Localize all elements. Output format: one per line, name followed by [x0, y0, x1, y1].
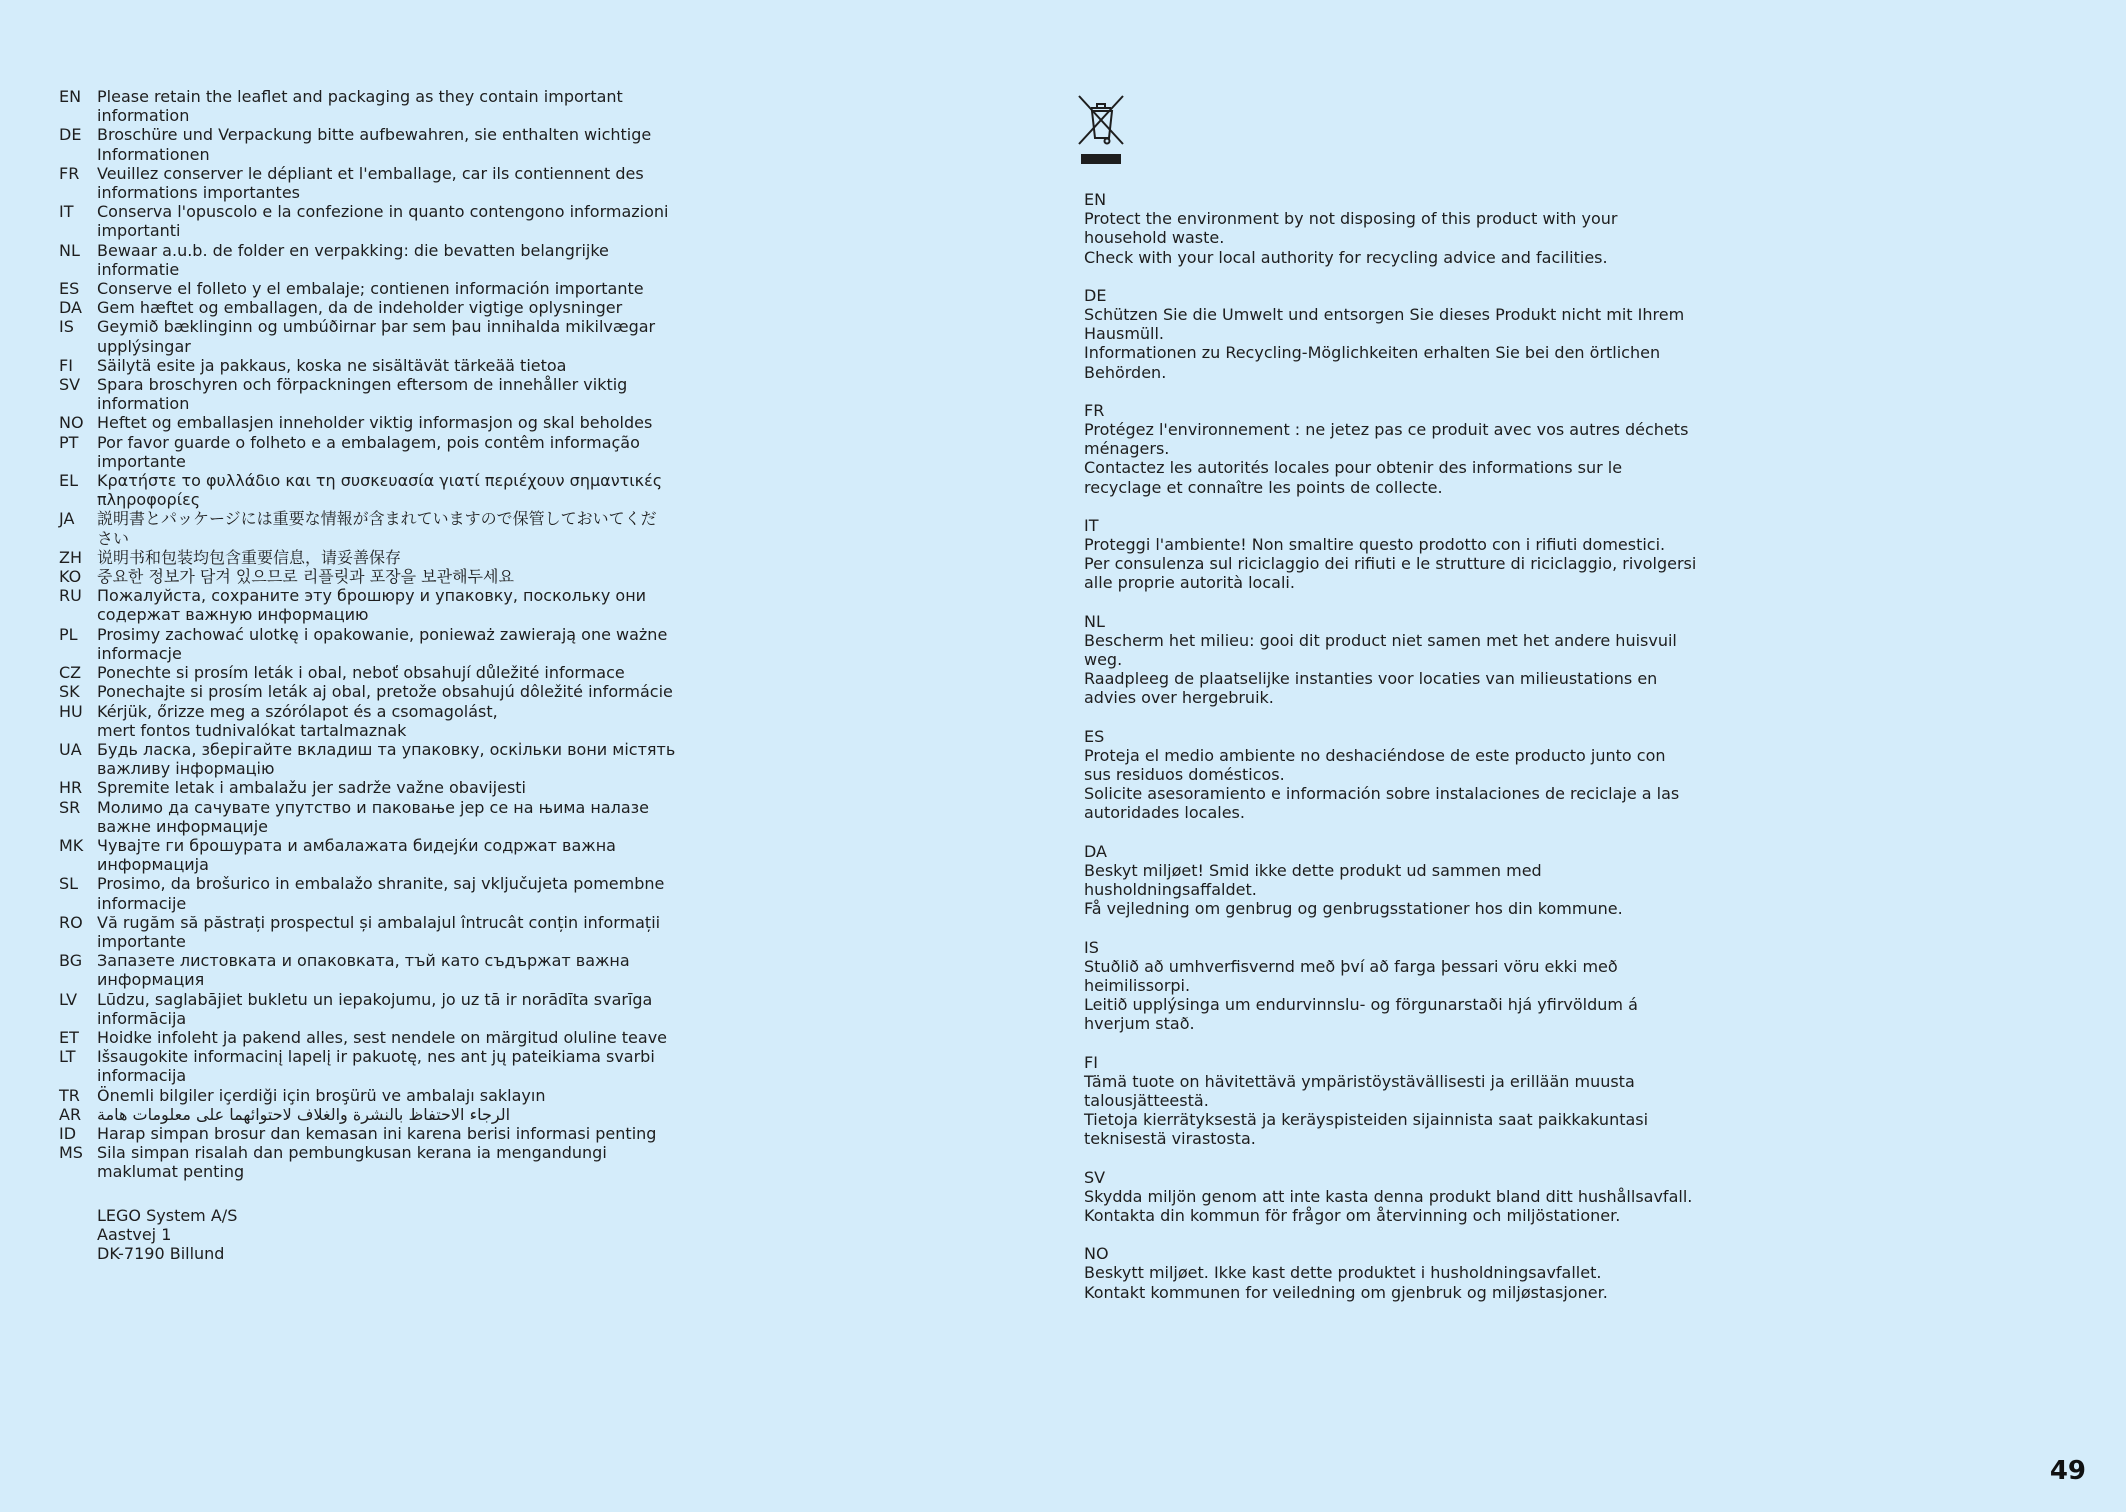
language-code: BG	[59, 951, 83, 971]
language-code: EN	[59, 87, 82, 106]
language-code: EN	[1084, 190, 1107, 209]
notice-line: ménagers.	[1084, 439, 1170, 459]
retention-notice-sv	[59, 375, 699, 413]
retention-notice-sl	[59, 874, 699, 912]
address-line: DK-7190 Billund	[97, 1243, 225, 1263]
notice-line: alle proprie autorità locali.	[1084, 573, 1295, 593]
language-code: ES	[59, 279, 80, 299]
language-code: AR	[59, 1104, 82, 1124]
retention-notice-sr	[59, 798, 699, 836]
crossed-out-wheelie-bin-icon	[1077, 94, 1125, 166]
language-code: HR	[59, 778, 83, 798]
retention-notice-hr	[59, 778, 699, 797]
notice-line: sus residuos domésticos.	[1084, 765, 1285, 785]
language-code: KO	[59, 567, 82, 587]
notice-line: Beskyt miljøet! Smid ikke dette produkt ud sammen med	[1084, 860, 1542, 880]
address-line: Aastvej 1	[97, 1224, 172, 1244]
notice-text: Säilytä esite ja pakkaus, koska ne sisältävät tärkeää tietoa	[97, 355, 567, 375]
notice-text: Запазете листовката и опаковката, тъй като съдържат важна информация	[97, 951, 630, 990]
retention-notice-el	[59, 471, 699, 509]
retention-notice-ro	[59, 913, 699, 951]
language-code: SV	[59, 375, 81, 395]
retention-notice-tr	[59, 1086, 699, 1105]
retention-notice-zh	[59, 548, 699, 567]
language-code: JA	[59, 509, 75, 529]
notice-text: Lūdzu, saglabājiet bukletu un iepakojumu, jo uz tā ir norādīta svarīga informācija	[97, 989, 653, 1028]
notice-line: Leitið upplýsinga um endurvinnslu- og förgunarstaði hjá yfirvöldum á	[1084, 995, 1638, 1015]
language-code: IS	[59, 317, 74, 337]
notice-line: Tietoja kierrätyksestä ja keräyspisteiden sijainnista saat paikkakuntasi	[1084, 1110, 1649, 1130]
notice-text: Bewaar a.u.b. de folder en verpakking: die bevatten belangrijke informatie	[97, 240, 609, 279]
notice-text: Önemli bilgiler içerdiği için broşürü ve ambalajı saklayın	[97, 1085, 546, 1105]
language-code: DE	[1084, 285, 1107, 305]
retention-notice-ar	[59, 1105, 699, 1124]
language-code: CZ	[59, 663, 82, 683]
notice-text: Please retain the leaflet and packaging as they contain important information	[97, 87, 623, 126]
notice-line: Kontakta din kommun för frågor om återvinning och miljöstationer.	[1084, 1205, 1621, 1225]
notice-text: Heftet og emballasjen inneholder viktig informasjon og skal beholdes	[97, 413, 653, 433]
language-code: DA	[1084, 841, 1107, 861]
retention-notice-ja	[59, 509, 699, 547]
page-number: 49	[2049, 1456, 2086, 1486]
notice-line: hverjum stað.	[1084, 1014, 1195, 1034]
notice-text: Чувајте ги брошурата и амбалажата бидејќи содржат важна информација	[97, 835, 616, 875]
notice-line: husholdningsaffaldet.	[1084, 880, 1257, 900]
retention-notice-lv	[59, 990, 699, 1028]
notice-line: Informationen zu Recycling-Möglichkeiten erhalten Sie bei den örtlichen	[1084, 343, 1661, 363]
notice-text: 说明书和包装均包含重要信息，请妥善保存	[97, 547, 402, 567]
notice-line: Tämä tuote on hävitettävä ympäristöystävällisesti ja erillään muusta	[1084, 1071, 1635, 1091]
retention-notice-it	[59, 202, 699, 240]
language-code: TR	[59, 1085, 80, 1105]
language-code: NL	[59, 240, 80, 260]
notice-text: Ponechte si prosím leták i obal, neboť obsahují důležité informace	[97, 663, 625, 683]
language-code: LT	[59, 1047, 76, 1067]
retention-notice-en	[59, 87, 699, 125]
retention-notice-da	[59, 298, 699, 317]
notice-line: Proteja el medio ambiente no deshaciéndose de este producto junto con	[1084, 745, 1666, 765]
notice-text: Молимо да сачувате упутство и паковање јер се на њима налазе важне информације	[97, 797, 649, 836]
language-code: DE	[59, 125, 82, 145]
notice-line: Kontakt kommunen for veiledning om gjenbruk og miljøstasjoner.	[1084, 1282, 1608, 1302]
language-code: SL	[59, 874, 79, 894]
language-code: RO	[59, 912, 83, 932]
notice-line: household waste.	[1084, 228, 1225, 248]
retention-notice-list	[59, 87, 699, 1263]
language-code: LV	[59, 989, 78, 1009]
language-code: DA	[59, 298, 82, 318]
environment-notice-fr	[1084, 401, 1724, 497]
language-code: HU	[59, 701, 83, 721]
notice-text: Veuillez conserver le dépliant et l'emballage, car ils contiennent des informations importantes	[97, 163, 644, 203]
notice-text: Spara broschyren och förpackningen eftersom de innehåller viktig information	[97, 375, 628, 414]
environment-notice-de	[1084, 286, 1724, 382]
language-code: NO	[59, 413, 84, 433]
notice-text: Prosimy zachować ulotkę i opakowanie, ponieważ zawierają one ważne informacje	[97, 624, 668, 663]
retention-notice-bg	[59, 951, 699, 989]
retention-notice-is	[59, 317, 699, 355]
notice-text: 説明書とパッケージには重要な情報が含まれていますので保管しておいてくだ さい	[97, 509, 657, 548]
retention-notice-es	[59, 279, 699, 298]
language-code: PT	[59, 432, 79, 452]
language-code: IT	[1084, 515, 1099, 535]
address-line: LEGO System A/S	[97, 1205, 238, 1225]
notice-text: الرجاء الاحتفاظ بالنشرة والغلاف لاحتوائهما على معلومات هامة	[97, 1104, 511, 1124]
notice-line: autoridades locales.	[1084, 803, 1245, 823]
retention-notice-ua	[59, 740, 699, 778]
retention-notice-et	[59, 1028, 699, 1047]
company-address	[97, 1206, 699, 1264]
notice-text: Conserve el folleto y el embalaje; contienen información importante	[97, 279, 644, 299]
notice-line: Behörden.	[1084, 362, 1167, 382]
language-code: NL	[1084, 611, 1105, 631]
notice-line: weg.	[1084, 650, 1123, 670]
retention-notice-ko	[59, 567, 699, 586]
notice-text: Por favor guarde o folheto e a embalagem, pois contêm informação importante	[97, 432, 640, 471]
retention-notice-cz	[59, 663, 699, 682]
retention-notice-mk	[59, 836, 699, 874]
notice-line: Protect the environment by not disposing of this product with your	[1084, 209, 1618, 229]
language-code: UA	[59, 739, 82, 759]
language-code: SV	[1084, 1167, 1106, 1187]
notice-text: Geymið bæklinginn og umbúðirnar þar sem þau innihalda mikilvægar upplýsingar	[97, 317, 656, 356]
language-code: ES	[1084, 726, 1105, 746]
notice-line: Skydda miljön genom att inte kasta denna produkt bland ditt hushållsavfall.	[1084, 1186, 1693, 1206]
notice-line: Raadpleeg de plaatselijke instanties voor locaties van milieustations en	[1084, 669, 1658, 689]
language-code: MS	[59, 1143, 83, 1163]
notice-line: talousjätteestä.	[1084, 1090, 1209, 1110]
notice-line: Få vejledning om genbrug og genbrugsstationer hos din kommune.	[1084, 899, 1623, 919]
notice-text: Κρατήστε το φυλλάδιο και τη συσκευασία γιατί περιέχουν σημαντικές πληροφορίες	[97, 471, 663, 510]
notice-line: Contactez les autorités locales pour obtenir des informations sur le	[1084, 458, 1623, 478]
notice-line: Per consulenza sul riciclaggio dei rifiuti e le strutture di riciclaggio, rivolgersi	[1084, 554, 1697, 574]
language-code: ID	[59, 1123, 77, 1143]
environment-notice-sv	[1084, 1168, 1724, 1226]
notice-line: Bescherm het milieu: gooi dit product niet samen met het andere huisvuil	[1084, 630, 1677, 650]
retention-notice-lt	[59, 1047, 699, 1085]
notice-text: Išsaugokite informacinį lapelį ir pakuotę, nes ant jų pateikiama svarbi informacija	[97, 1047, 655, 1086]
retention-notice-fi	[59, 356, 699, 375]
notice-line: Check with your local authority for recycling advice and facilities.	[1084, 247, 1608, 267]
environment-notice-it	[1084, 516, 1724, 593]
notice-line: advies over hergebruik.	[1084, 688, 1274, 708]
language-code: IT	[59, 202, 74, 222]
retention-notice-hu	[59, 702, 699, 740]
environment-notice-da	[1084, 842, 1724, 919]
notice-text: Ponechajte si prosím leták aj obal, pretože obsahujú dôležité informácie	[97, 682, 673, 702]
notice-text: Prosimo, da brošurico in embalažo shranite, saj vključujeta pomembne informacije	[97, 874, 665, 913]
notice-text: Kérjük, őrizze meg a szórólapot és a csomagolást, mert fontos tudnivalókat tartalmaznak	[97, 701, 498, 740]
language-code: FR	[59, 163, 80, 183]
environment-notice-no	[1084, 1244, 1724, 1302]
notice-text: Spremite letak i ambalažu jer sadrže važne obavijesti	[97, 778, 526, 798]
environment-notice-list	[1084, 190, 1724, 1321]
notice-text: Gem hæftet og emballagen, da de indeholder vigtige oplysninger	[97, 298, 623, 318]
notice-line: Solicite asesoramiento e información sobre instalaciones de reciclaje a las	[1084, 784, 1680, 804]
retention-notice-id	[59, 1124, 699, 1143]
language-code: MK	[59, 835, 84, 855]
environment-notice-is	[1084, 938, 1724, 1034]
environment-notice-en	[1084, 190, 1724, 267]
retention-notice-ms	[59, 1143, 699, 1181]
notice-line: Schützen Sie die Umwelt und entsorgen Sie dieses Produkt nicht mit Ihrem	[1084, 305, 1685, 325]
language-code: EL	[59, 471, 79, 491]
notice-text: Conserva l'opuscolo e la confezione in quanto contengono informazioni importanti	[97, 202, 669, 241]
language-code: SK	[59, 682, 80, 702]
environment-notice-es	[1084, 727, 1724, 823]
retention-notice-ru	[59, 586, 699, 624]
retention-notice-pl	[59, 625, 699, 663]
language-code: ZH	[59, 547, 82, 567]
language-code: IS	[1084, 937, 1099, 957]
environment-notice-nl	[1084, 612, 1724, 708]
notice-line: Proteggi l'ambiente! Non smaltire questo prodotto con i rifiuti domestici.	[1084, 535, 1666, 555]
language-code: RU	[59, 586, 82, 606]
notice-line: teknisestä virastosta.	[1084, 1129, 1256, 1149]
environment-notice-fi	[1084, 1053, 1724, 1149]
notice-text: 중요한 정보가 담겨 있으므로 리플릿과 포장을 보관해두세요	[97, 567, 514, 587]
language-code: FI	[59, 355, 73, 375]
retention-notice-sk	[59, 682, 699, 701]
notice-text: Будь ласка, зберігайте вкладиш та упаковку, оскільки вони містять важливу інформацію	[97, 739, 676, 779]
notice-text: Broschüre und Verpackung bitte aufbewahren, sie enthalten wichtige Informationen	[97, 125, 652, 164]
notice-line: Hausmüll.	[1084, 324, 1165, 344]
language-code: NO	[1084, 1244, 1109, 1264]
notice-line: recyclage et connaître les points de collecte.	[1084, 477, 1443, 497]
notice-text: Vă rugăm să păstrați prospectul și ambalajul întrucât conțin informații importante	[97, 912, 661, 951]
retention-notice-no	[59, 413, 699, 432]
notice-line: Beskytt miljøet. Ikke kast dette produktet i husholdningsavfallet.	[1084, 1263, 1602, 1283]
notice-text: Пожалуйста, сохраните эту брошюру и упаковку, поскольку они содержат важную информацию	[97, 586, 647, 625]
language-code: PL	[59, 624, 78, 644]
language-code: ET	[59, 1027, 79, 1047]
retention-notice-pt	[59, 433, 699, 471]
notice-text: Harap simpan brosur dan kemasan ini karena berisi informasi penting	[97, 1123, 657, 1143]
notice-line: Stuðlið að umhverfisvernd með því að farga þessari vöru ekki með	[1084, 956, 1618, 976]
notice-text: Sila simpan risalah dan pembungkusan kerana ia mengandungi maklumat penting	[97, 1143, 607, 1182]
notice-line: Protégez l'environnement : ne jetez pas ce produit avec vos autres déchets	[1084, 420, 1689, 440]
retention-notice-fr	[59, 164, 699, 202]
notice-text: Hoidke infoleht ja pakend alles, sest nendele on märgitud oluline teave	[97, 1027, 668, 1047]
language-code: FR	[1084, 400, 1105, 420]
language-code: SR	[59, 797, 81, 817]
notice-line: heimilissorpi.	[1084, 975, 1191, 995]
retention-notice-de	[59, 125, 699, 163]
retention-notice-nl	[59, 241, 699, 279]
language-code: FI	[1084, 1052, 1098, 1072]
